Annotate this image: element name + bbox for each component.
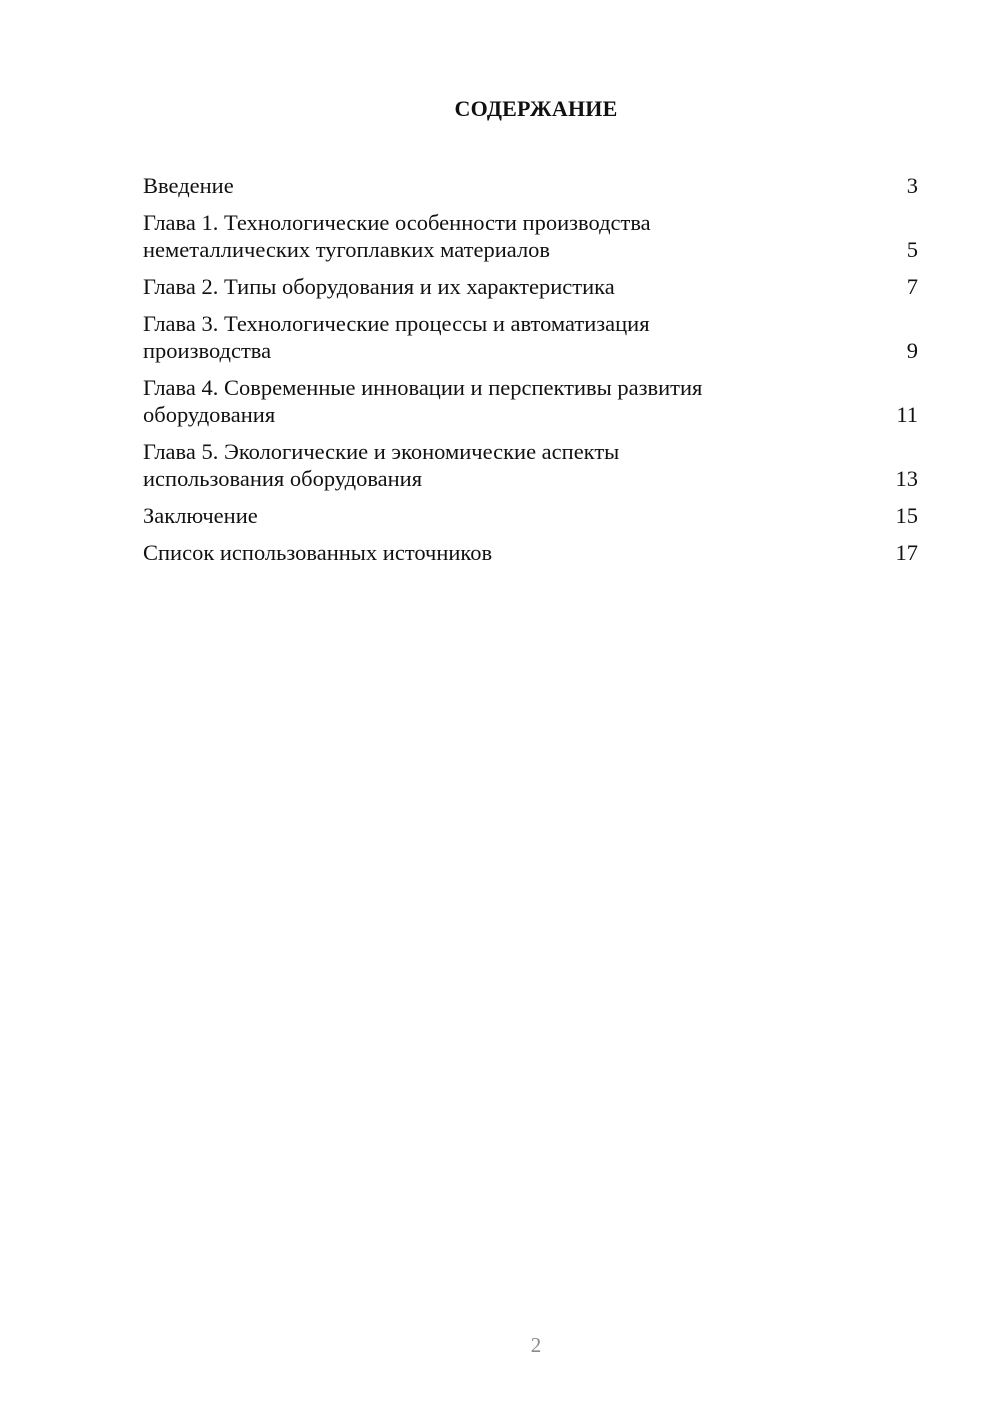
table-of-contents xyxy=(143,172,918,576)
toc-entry-chapter-4 xyxy=(143,374,918,428)
toc-entry-page: 15 xyxy=(895,503,918,528)
toc-entry-page: 17 xyxy=(895,540,918,565)
toc-entry-conclusion xyxy=(143,502,918,529)
toc-entry-text: производства xyxy=(143,338,272,363)
page-number: 2 xyxy=(530,1333,542,1357)
toc-entry-page: 7 xyxy=(906,274,918,299)
toc-title: СОДЕРЖАНИЕ xyxy=(454,96,618,121)
toc-entry-text: Глава 5. Экологические и экономические аспекты xyxy=(143,439,620,464)
toc-entry-text: Введение xyxy=(143,173,234,198)
toc-entry-text: Список использованных источников xyxy=(143,540,493,565)
toc-entry-references xyxy=(143,539,918,566)
toc-entry-text: использования оборудования xyxy=(143,466,423,491)
toc-entry-page: 13 xyxy=(895,466,918,491)
toc-entry-text: Глава 4. Современные инновации и перспективы развития xyxy=(143,375,703,400)
toc-entry-page: 9 xyxy=(906,338,918,363)
toc-entry-introduction xyxy=(143,172,918,199)
toc-entry-text: оборудования xyxy=(143,402,276,427)
toc-entry-text: Глава 3. Технологические процессы и автоматизация xyxy=(143,311,650,336)
toc-entry-chapter-1 xyxy=(143,209,918,263)
toc-entry-text: неметаллических тугоплавких материалов xyxy=(143,237,551,262)
toc-entry-chapter-3 xyxy=(143,310,918,364)
toc-entry-chapter-5 xyxy=(143,438,918,492)
toc-entry-text: Заключение xyxy=(143,503,258,528)
toc-entry-page: 11 xyxy=(896,402,918,427)
toc-entry-text: Глава 2. Типы оборудования и их характеристика xyxy=(143,274,615,299)
toc-entry-page: 3 xyxy=(906,173,918,198)
toc-entry-page: 5 xyxy=(906,237,918,262)
toc-entry-chapter-2 xyxy=(143,273,918,300)
toc-entry-text: Глава 1. Технологические особенности производства xyxy=(143,210,651,235)
